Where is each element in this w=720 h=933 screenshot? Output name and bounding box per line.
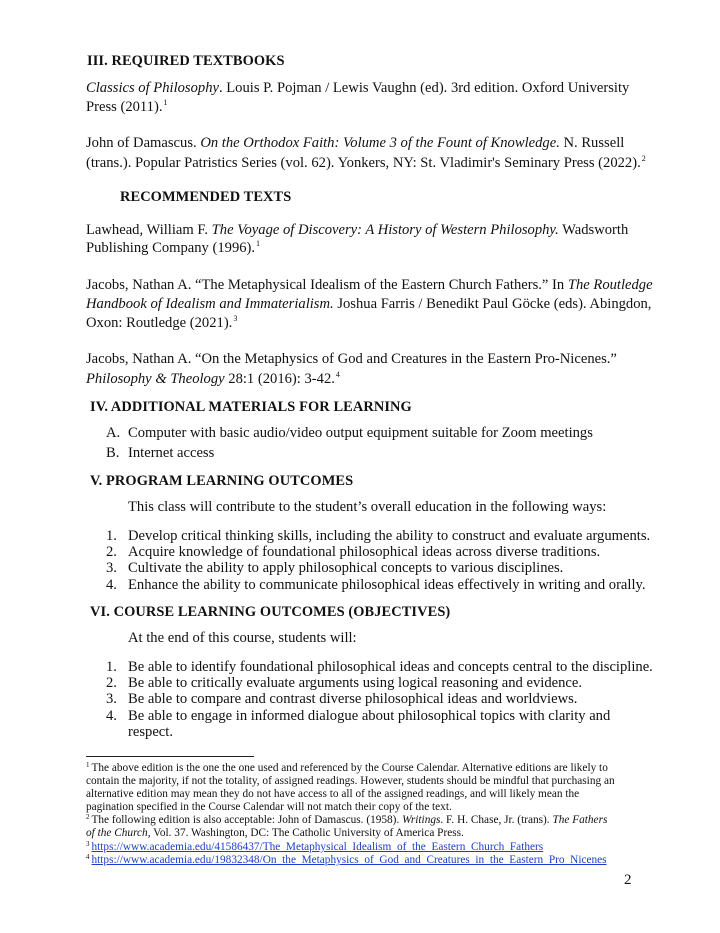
reference-line: Oxon: Routledge (2021).$^3$ xyxy=(86,314,238,331)
section-heading-additional-materials: IV. ADDITIONAL MATERIALS FOR LEARNING xyxy=(90,399,412,415)
reference-line: Jacobs, Nathan A. “On the Metaphysics of God and Creatures in the Eastern Pro-Nicenes.” xyxy=(86,351,617,367)
footnote-marker: 3 xyxy=(233,314,238,323)
section-heading-program-learning-outcomes: V. PROGRAM LEARNING OUTCOMES xyxy=(90,473,354,489)
reference-line: Classics of Philosophy. Louis P. Pojman / Lewis Vaughn (ed). 3rd edition. Oxford University xyxy=(86,80,630,96)
section-heading-recommended-texts: RECOMMENDED TEXTS xyxy=(120,189,292,205)
footnote-link[interactable]: https://www.academia.edu/19832348/On_the_Metaphysics_of_God_and_Creatures_in_the_Eastern_Pro_Nicenes xyxy=(91,854,607,866)
footnote-marker: 1 xyxy=(163,98,168,107)
list-item-continuation: respect. xyxy=(128,724,173,740)
section-intro: At the end of this course, students will: xyxy=(128,630,357,646)
list-item: Be able to engage in informed dialogue about philosophical topics with clarity and xyxy=(128,708,611,724)
list-item: Cultivate the ability to apply philosophical concepts to various disciplines. xyxy=(128,560,564,576)
footnote-line: $^1$ The above edition is the one the one used and referenced by the Course Calendar. Alternative editions are likely to xyxy=(86,761,608,774)
footnote-line: $^4$ https://www.academia.edu/19832348/On_the_Metaphysics_of_God_and_Creatures_in_the_Eastern_Pro_Nicenes xyxy=(86,853,607,866)
list-item: Computer with basic audio/video output equipment suitable for Zoom meetings xyxy=(128,425,593,441)
reference-line: John of Damascus. On the Orthodox Faith: Volume 3 of the Fount of Knowledge. N. Russell xyxy=(86,135,625,151)
list-item: Develop critical thinking skills, including the ability to construct and evaluate arguments. xyxy=(128,528,651,544)
list-item-marker: B. xyxy=(106,445,120,461)
list-item: Internet access xyxy=(128,445,215,461)
list-item: Acquire knowledge of foundational philosophical ideas across diverse traditions. xyxy=(128,544,601,560)
list-item: Be able to compare and contrast diverse philosophical ideas and worldviews. xyxy=(128,691,578,707)
list-item-marker: 4. xyxy=(106,708,117,724)
list-item-marker: 2. xyxy=(106,544,117,560)
section-heading-course-learning-outcomes: VI. COURSE LEARNING OUTCOMES (OBJECTIVES) xyxy=(90,604,451,620)
list-item-marker: 3. xyxy=(106,560,117,576)
footnote-link[interactable]: https://www.academia.edu/41586437/The_Metaphysical_Idealism_of_the_Eastern_Church_Fathers xyxy=(91,841,544,853)
footnote-separator xyxy=(86,756,254,757)
list-item: Be able to identify foundational philosophical ideas and concepts central to the discipline. xyxy=(128,659,653,675)
reference-line: (trans.). Popular Patristics Series (vol. 62). Yonkers, NY: St. Vladimir's Seminary Press (2022).$^2$ xyxy=(86,154,646,171)
reference-line: Press (2011).$^1$ xyxy=(86,98,168,115)
section-intro: This class will contribute to the student’s overall education in the following ways: xyxy=(128,499,607,515)
section-heading-required-textbooks: III. REQUIRED TEXTBOOKS xyxy=(87,53,285,69)
footnote-line: $^3$ https://www.academia.edu/41586437/The_Metaphysical_Idealism_of_the_Eastern_Church_Fathers xyxy=(86,840,544,853)
page-number: 2 xyxy=(624,872,632,888)
footnote-line: of the Church, Vol. 37. Washington, DC: The Catholic University of America Press. xyxy=(86,827,464,839)
reference-line: Philosophy & Theology 28:1 (2016): 3-42.$^4$ xyxy=(86,370,340,387)
list-item-marker: 2. xyxy=(106,675,117,691)
list-item-marker: A. xyxy=(106,425,121,441)
list-item-marker: 3. xyxy=(106,691,117,707)
list-item-marker: 1. xyxy=(106,659,117,675)
footnote-line: pagination specified in the Course Calendar will not match their copy of the text. xyxy=(86,801,452,813)
footnote-line: $^2$ The following edition is also acceptable: John of Damascus. (1958). Writings. F. H. Chase, Jr. (trans). The Fathers xyxy=(86,813,608,826)
list-item-marker: 4. xyxy=(106,577,117,593)
footnote-marker: 1 xyxy=(256,239,261,248)
footnote-marker: 2 xyxy=(641,154,646,163)
footnote-line: contain the majority, if not the totality, of assigned readings. However, students should be mindful that purchasing an xyxy=(86,775,615,787)
list-item: Enhance the ability to communicate philosophical ideas effectively in writing and orally. xyxy=(128,577,646,593)
reference-line: Lawhead, William F. The Voyage of Discovery: A History of Western Philosophy. Wadsworth xyxy=(86,222,629,238)
reference-line: Jacobs, Nathan A. “The Metaphysical Idealism of the Eastern Church Fathers.” In The Routledge xyxy=(86,277,653,293)
footnote-marker: 4 xyxy=(335,370,340,379)
reference-line: Publishing Company (1996).$^1$ xyxy=(86,239,261,256)
list-item: Be able to critically evaluate arguments using logical reasoning and evidence. xyxy=(128,675,583,691)
footnote-line: alternative edition may mean they do not have access to all of the assigned readings, and will likely mean the xyxy=(86,788,580,800)
reference-line: Handbook of Idealism and Immaterialism. Joshua Farris / Benedikt Paul Göcke (eds). Abingdon, xyxy=(86,296,652,312)
list-item-marker: 1. xyxy=(106,528,117,544)
